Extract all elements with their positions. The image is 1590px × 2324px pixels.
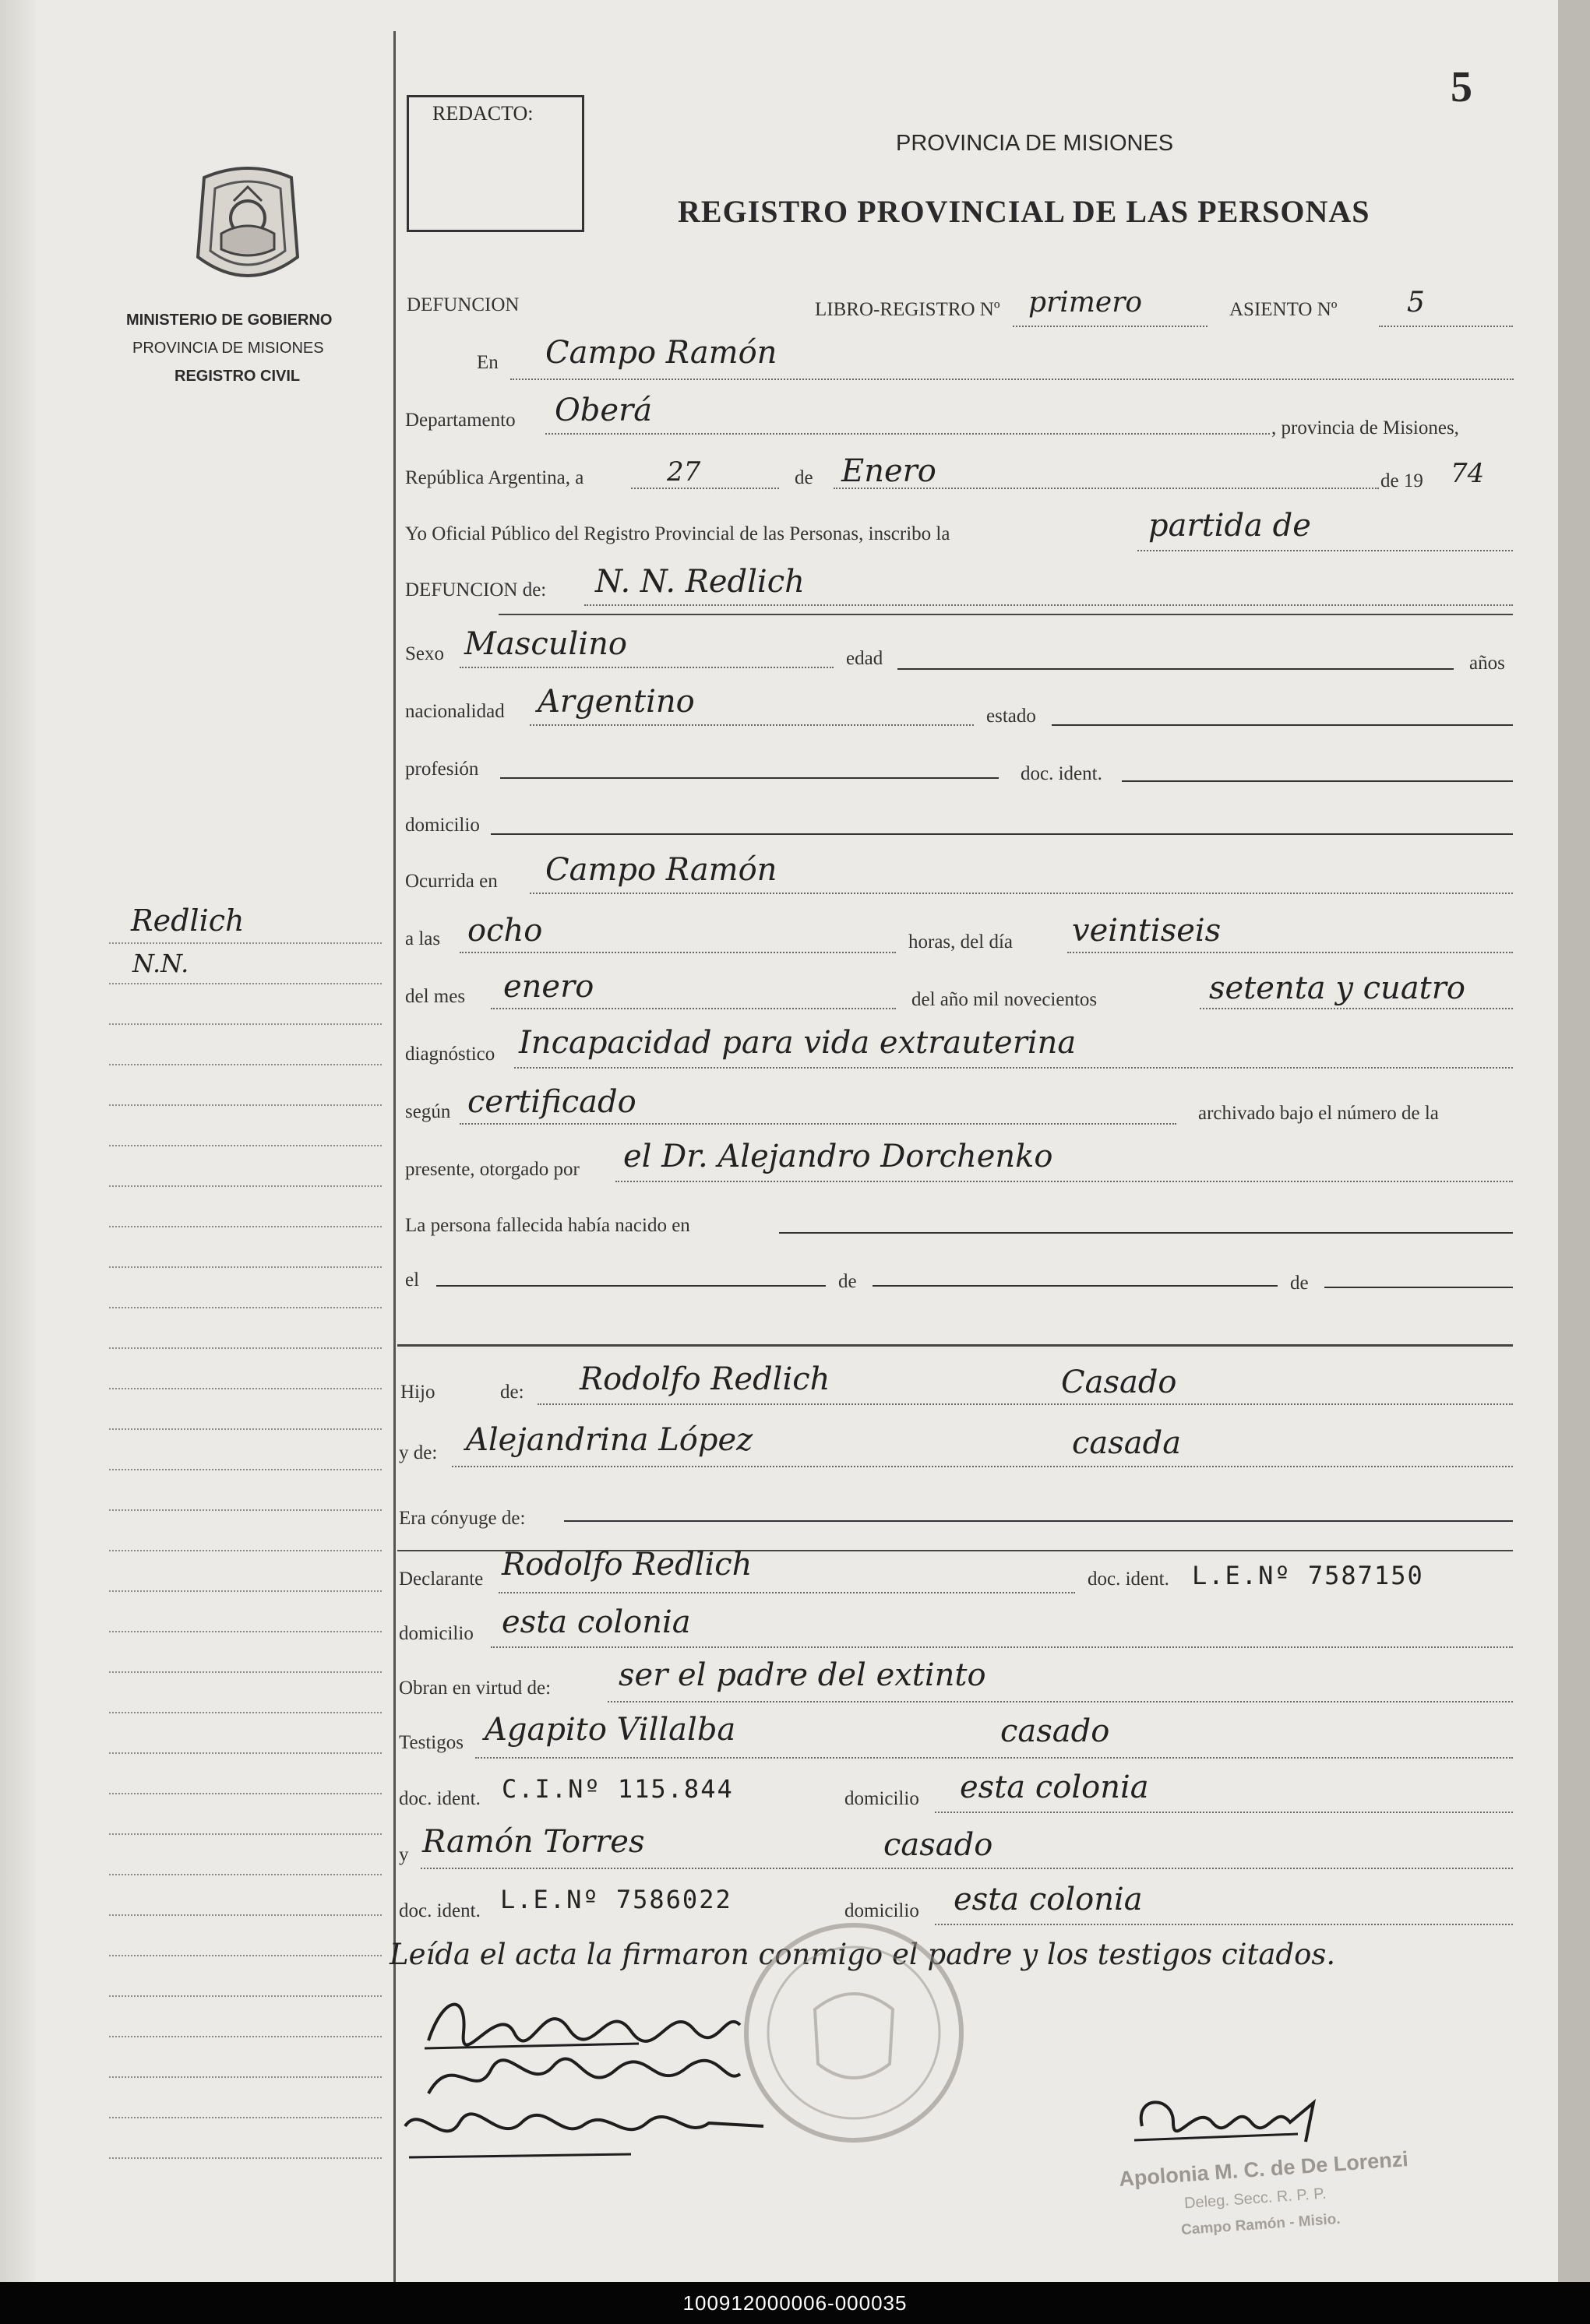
oficial-value: partida de: [1148, 508, 1311, 544]
nacionalidad-label: nacionalidad: [405, 701, 505, 722]
hijo-de-label: de:: [500, 1382, 524, 1403]
domicilio-label: domicilio: [405, 815, 480, 836]
decl-doc-value: L.E.Nº 7587150: [1192, 1561, 1424, 1590]
redacto-label: REDACTO:: [432, 102, 534, 125]
doc-ident-label: doc. ident.: [1021, 763, 1102, 784]
obran-label: Obran en virtud de:: [399, 1678, 552, 1699]
de1-label: de: [838, 1271, 857, 1292]
decl-doc-label: doc. ident.: [1088, 1569, 1169, 1590]
del-ano-value: setenta y cuatro: [1209, 970, 1465, 1006]
death-day: 27: [667, 456, 701, 488]
page-number: 5: [1451, 63, 1472, 111]
deceased-name: N. N. Redlich: [595, 564, 805, 600]
ocurrida-label: Ocurrida en: [405, 871, 498, 892]
declarante-label: Declarante: [399, 1569, 484, 1590]
t1-doc-value: C.I.Nº 115.844: [502, 1774, 734, 1804]
signature-official: [1126, 2079, 1329, 2157]
departamento-value: Oberá: [555, 393, 653, 428]
ministry-line2: PROVINCIA DE MISIONES: [132, 340, 324, 357]
archivado-label: archivado bajo el número de la: [1198, 1103, 1439, 1124]
declarante-name: Rodolfo Redlich: [502, 1547, 753, 1583]
header-registry: REGISTRO PROVINCIAL DE LAS PERSONAS: [678, 194, 1370, 229]
asiento-value: 5: [1407, 287, 1425, 319]
signature-ramon: [397, 2095, 771, 2165]
header-province: PROVINCIA DE MISIONES: [896, 131, 1174, 156]
year-suffix: 74: [1451, 458, 1485, 489]
t1-dom-value: esta colonia: [960, 1769, 1149, 1805]
book-right-edge: [1558, 0, 1590, 2324]
record-type-label: DEFUNCION: [407, 294, 520, 315]
sexo-label: Sexo: [405, 643, 444, 664]
stamp-role: Deleg. Secc. R. P. P.: [1183, 2185, 1327, 2213]
sexo-value: Masculino: [464, 626, 627, 662]
del-mes-label: del mes: [405, 986, 466, 1007]
ocurrida-value: Campo Ramón: [545, 852, 777, 888]
presente-value: el Dr. Alejandro Dorchenko: [623, 1139, 1053, 1174]
testigo2-state: casado: [883, 1827, 993, 1863]
father-name: Rodolfo Redlich: [580, 1361, 830, 1397]
t2-doc-label: doc. ident.: [399, 1900, 481, 1921]
ministry-line3: REGISTRO CIVIL: [175, 368, 301, 385]
t2-dom-value: esta colonia: [954, 1882, 1143, 1917]
a-las-label: a las: [405, 928, 441, 949]
t1-dom-label: domicilio: [844, 1788, 919, 1809]
libro-label: LIBRO-REGISTRO Nº: [815, 299, 1000, 320]
segun-label: según: [405, 1101, 451, 1122]
hijo-label: Hijo: [400, 1382, 435, 1403]
presente-label: presente, otorgado por: [405, 1159, 580, 1180]
signature-rodolfo: [421, 1986, 748, 2056]
mother-name: Alejandrina López: [466, 1422, 753, 1458]
death-month: Enero: [841, 453, 936, 489]
de2-label: de: [1290, 1273, 1309, 1294]
page-left-edge: [0, 0, 36, 2282]
a-las-value: ocho: [467, 913, 543, 949]
decl-dom-value: esta colonia: [502, 1604, 691, 1640]
el-label: el: [405, 1269, 420, 1291]
republica-label: República Argentina, a: [405, 467, 584, 488]
stamp-name: Apolonia M. C. de De Lorenzi: [1118, 2147, 1409, 2191]
nacionalidad-value: Argentino: [538, 684, 695, 720]
del-mes-value: enero: [503, 969, 594, 1005]
estado-label: estado: [986, 706, 1036, 727]
mother-state: casada: [1072, 1425, 1182, 1461]
nacido-label: La persona fallecida había nacido en: [405, 1215, 690, 1236]
testigos-label: Testigos: [399, 1732, 464, 1753]
profesion-label: profesión: [405, 759, 479, 780]
obran-value: ser el padre del extinto: [619, 1657, 986, 1693]
testigo1-name: Agapito Villalba: [485, 1712, 736, 1748]
footer-id: 100912000006-000035: [682, 2291, 908, 2315]
horas-label: horas, del día: [908, 931, 1013, 952]
redacto-box: [407, 95, 584, 232]
official-seal-icon: [737, 1916, 971, 2150]
asiento-label: ASIENTO Nº: [1229, 299, 1338, 320]
en-value: Campo Ramón: [545, 335, 777, 371]
conyuge-label: Era cónyuge de:: [399, 1508, 526, 1529]
en-label: En: [477, 352, 499, 373]
father-state: Casado: [1061, 1364, 1177, 1400]
provincia-label: , provincia de Misiones,: [1271, 417, 1459, 438]
t2-doc-value: L.E.Nº 7586022: [500, 1885, 732, 1914]
departamento-label: Departamento: [405, 410, 516, 431]
footer-bar: [0, 2282, 1590, 2324]
coat-of-arms-icon: [189, 164, 307, 288]
closing-sentence: Leída el acta la firmaron conmigo el padre y los testigos citados.: [390, 1938, 1336, 1971]
edad-label: edad: [846, 648, 883, 669]
libro-value: primero: [1028, 287, 1143, 319]
del-ano-label: del año mil novecientos: [911, 989, 1098, 1010]
t2-dom-label: domicilio: [844, 1900, 919, 1921]
testigo1-state: casado: [1000, 1713, 1110, 1749]
horas-value: veintiseis: [1072, 913, 1222, 949]
decl-dom-label: domicilio: [399, 1623, 474, 1644]
stamp-place: Campo Ramón - Misio.: [1180, 2210, 1341, 2239]
margin-note-surname: Redlich: [131, 903, 245, 938]
republica-de-label: de: [795, 467, 813, 488]
anos-label: años: [1469, 653, 1505, 674]
t1-doc-label: doc. ident.: [399, 1788, 481, 1809]
y-label: y: [399, 1844, 409, 1865]
ministry-line1: MINISTERIO DE GOBIERNO: [126, 312, 333, 329]
y-de-label: y de:: [399, 1442, 438, 1463]
defuncion-de-label: DEFUNCION de:: [405, 579, 547, 600]
diagnostico-value: Incapacidad para vida extrauterina: [519, 1025, 1077, 1061]
oficial-text: Yo Oficial Público del Registro Provincial de las Personas, inscribo la: [405, 523, 950, 544]
diagnostico-label: diagnóstico: [405, 1044, 495, 1065]
segun-value: certificado: [467, 1084, 636, 1120]
year-prefix: de 19: [1380, 470, 1423, 491]
testigo2-name: Ramón Torres: [422, 1824, 645, 1860]
margin-note-name: N.N.: [132, 949, 189, 978]
